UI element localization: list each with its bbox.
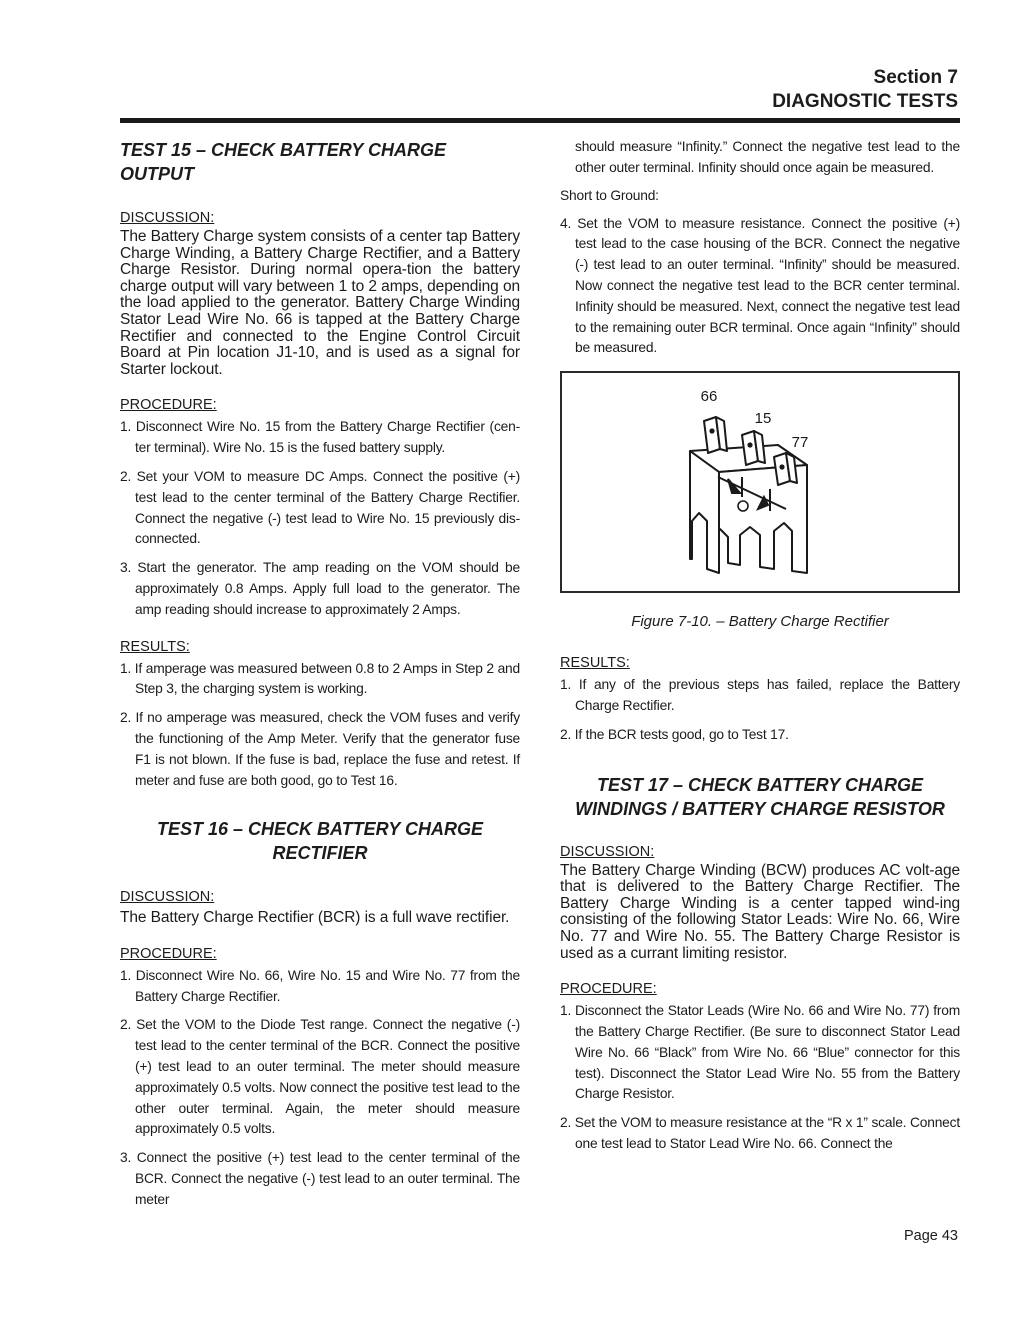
list-item: 2. Set the VOM to measure resistance at the “R x 1” scale. Connect one test lead to Stator Lead Wire No. 66. Connect the <box>560 1115 960 1151</box>
list-item: 2. Set the VOM to the Diode Test range. Connect the negative (-) test lead to the center terminal of the BCR. Connect the positive (+) test lead to an outer terminal. The meter should measure approximately 0.5 volts. Now connect the positive test lead to the other outer terminal. Again, the meter should measure approximately 0.5 volts. <box>120 1017 520 1137</box>
test17-discussion-label: DISCUSSION: <box>560 843 655 860</box>
list-item: should measure “Infinity.” Connect the negative test lead to the other outer terminal. Infinity should once again be measured. <box>575 139 960 175</box>
test17-heading-line2: WINDINGS / BATTERY CHARGE RESISTOR <box>575 798 945 819</box>
test17-procedure-list <box>560 1001 960 1155</box>
right-column <box>560 138 960 1163</box>
page-number: Page 43 <box>903 1228 958 1244</box>
figure-caption: Figure 7-10. – Battery Charge Rectifier <box>631 613 889 631</box>
list-item: 1. If amperage was measured between 0.8 to 2 Amps in Step 2 and Step 3, the charging system is working. <box>120 660 520 697</box>
test15-results-label: RESULTS: <box>120 638 190 655</box>
test17-discussion: The Battery Charge Winding (BCW) produces AC volt-age that is delivered to the Battery Charge Rectifier. The Battery Charge Winding is a center tapped wind-ing consisting of the following Stator Leads: Wire No. 66, Wire No. 77 and Wire No. 55. The Battery Charge Resistor is used as a currant limiting resistor. <box>560 861 960 962</box>
terminal-label-15: 15 <box>754 410 772 428</box>
test15-procedure-list <box>120 417 520 620</box>
test16-discussion: The Battery Charge Rectifier (BCR) is a full wave rectifier. <box>120 909 510 927</box>
section-number: Section 7 <box>873 67 958 88</box>
rectifier-diagram <box>562 373 958 591</box>
list-item: 1. Disconnect Wire No. 15 from the Battery Charge Rectifier (cen-ter terminal). Wire No. 15 is the fused battery supply. <box>120 419 520 456</box>
test15-heading: TEST 15 – CHECK BATTERY CHARGE OUTPUT <box>120 140 447 184</box>
test16-heading-line1: TEST 16 – CHECK BATTERY CHARGE <box>156 819 484 840</box>
battery-charge-rectifier-figure <box>560 371 960 593</box>
section-title: DIAGNOSTIC TESTS <box>772 91 958 112</box>
list-item: 1. Disconnect Wire No. 66, Wire No. 15 and Wire No. 77 from the Battery Charge Rectifier. <box>120 967 520 1004</box>
test16-step4 <box>560 214 960 360</box>
test16-discussion-label: DISCUSSION: <box>120 889 215 906</box>
left-column <box>120 138 520 1219</box>
header-rule <box>120 118 960 123</box>
test16-procedure-list <box>120 966 520 1211</box>
list-item: 1. Disconnect the Stator Leads (Wire No. 66 and Wire No. 77) from the Battery Charge Rectifier. (Be sure to disconnect Stator Lead Wire No. 66 “Black” from Wire No. 66 “Blue” connector for this test). Disconnect the Stator Lead Wire No. 55 from the Battery Charge Resistor. <box>560 1003 960 1102</box>
test16-results-list <box>560 675 960 745</box>
test15-discussion: The Battery Charge system consists of a center tap Battery Charge Winding, a Battery Charge Rectifier, and a Battery Charge Resistor. During normal opera-tion the battery charge output will vary between 1 to 2 amps, depending on the load applied to the generator. Battery Charge Winding Stator Lead Wire No. 66 is tapped at the Battery Charge Rectifier and connected to the Engine Control Circuit Board at Pin location J1-10, and is used as a signal for Starter lockout. <box>120 228 520 378</box>
test17-procedure-label: PROCEDURE: <box>560 981 657 998</box>
section-header <box>772 66 958 114</box>
list-item: 2. Set your VOM to measure DC Amps. Connect the positive (+) test lead to the center terminal of the Battery Charge Rectifier. Connect the negative (-) test lead to Wire No. 15 previously dis-connected. <box>120 468 520 547</box>
list-item: 3. Connect the positive (+) test lead to the center terminal of the BCR. Connect the negative (-) test lead to an outer terminal. The meter <box>120 1150 520 1207</box>
test16-continued <box>560 137 960 179</box>
list-item: 1. If any of the previous steps has failed, replace the Battery Charge Rectifier. <box>560 677 960 713</box>
test15-procedure-label: PROCEDURE: <box>120 397 217 414</box>
test16-heading-line2: RECTIFIER <box>272 843 368 864</box>
list-item: 2. If the BCR tests good, go to Test 17. <box>560 726 789 742</box>
list-item: 3. Start the generator. The amp reading on the VOM should be approximately 0.8 Amps. Apply full load to the generator. The amp reading should increase to approximately 2 Amps. <box>120 560 520 617</box>
test17-heading <box>560 773 960 821</box>
terminal-label-66: 66 <box>700 388 718 406</box>
test15-discussion-label: DISCUSSION: <box>120 210 215 226</box>
test17-heading-line1: TEST 17 – CHECK BATTERY CHARGE <box>596 774 924 795</box>
short-to-ground-label: Short to Ground: <box>560 187 659 203</box>
test16-procedure-label: PROCEDURE: <box>120 945 217 962</box>
terminal-label-77: 77 <box>791 434 809 452</box>
list-item: 2. If no amperage was measured, check the VOM fuses and verify the functioning of the Amp Meter. Verify that the generator fuse F1 is not blown. If the fuse is bad, replace the fuse and retest. If meter and fuse are both good, go to Test 16. <box>120 710 520 788</box>
test16-heading <box>120 817 520 865</box>
test15-results-list <box>120 659 520 792</box>
test16-results-label: RESULTS: <box>560 655 630 672</box>
list-item: 4. Set the VOM to measure resistance. Connect the positive (+) test lead to the case housing of the BCR. Connect the negative (-) test lead to an outer terminal. “Infinity” should be measured. Now connect the negative test lead to the BCR center terminal. Infinity should be measured. Next, connect the negative test lead to the remaining outer BCR terminal. Once again “Infinity” should be measured. <box>560 215 960 356</box>
